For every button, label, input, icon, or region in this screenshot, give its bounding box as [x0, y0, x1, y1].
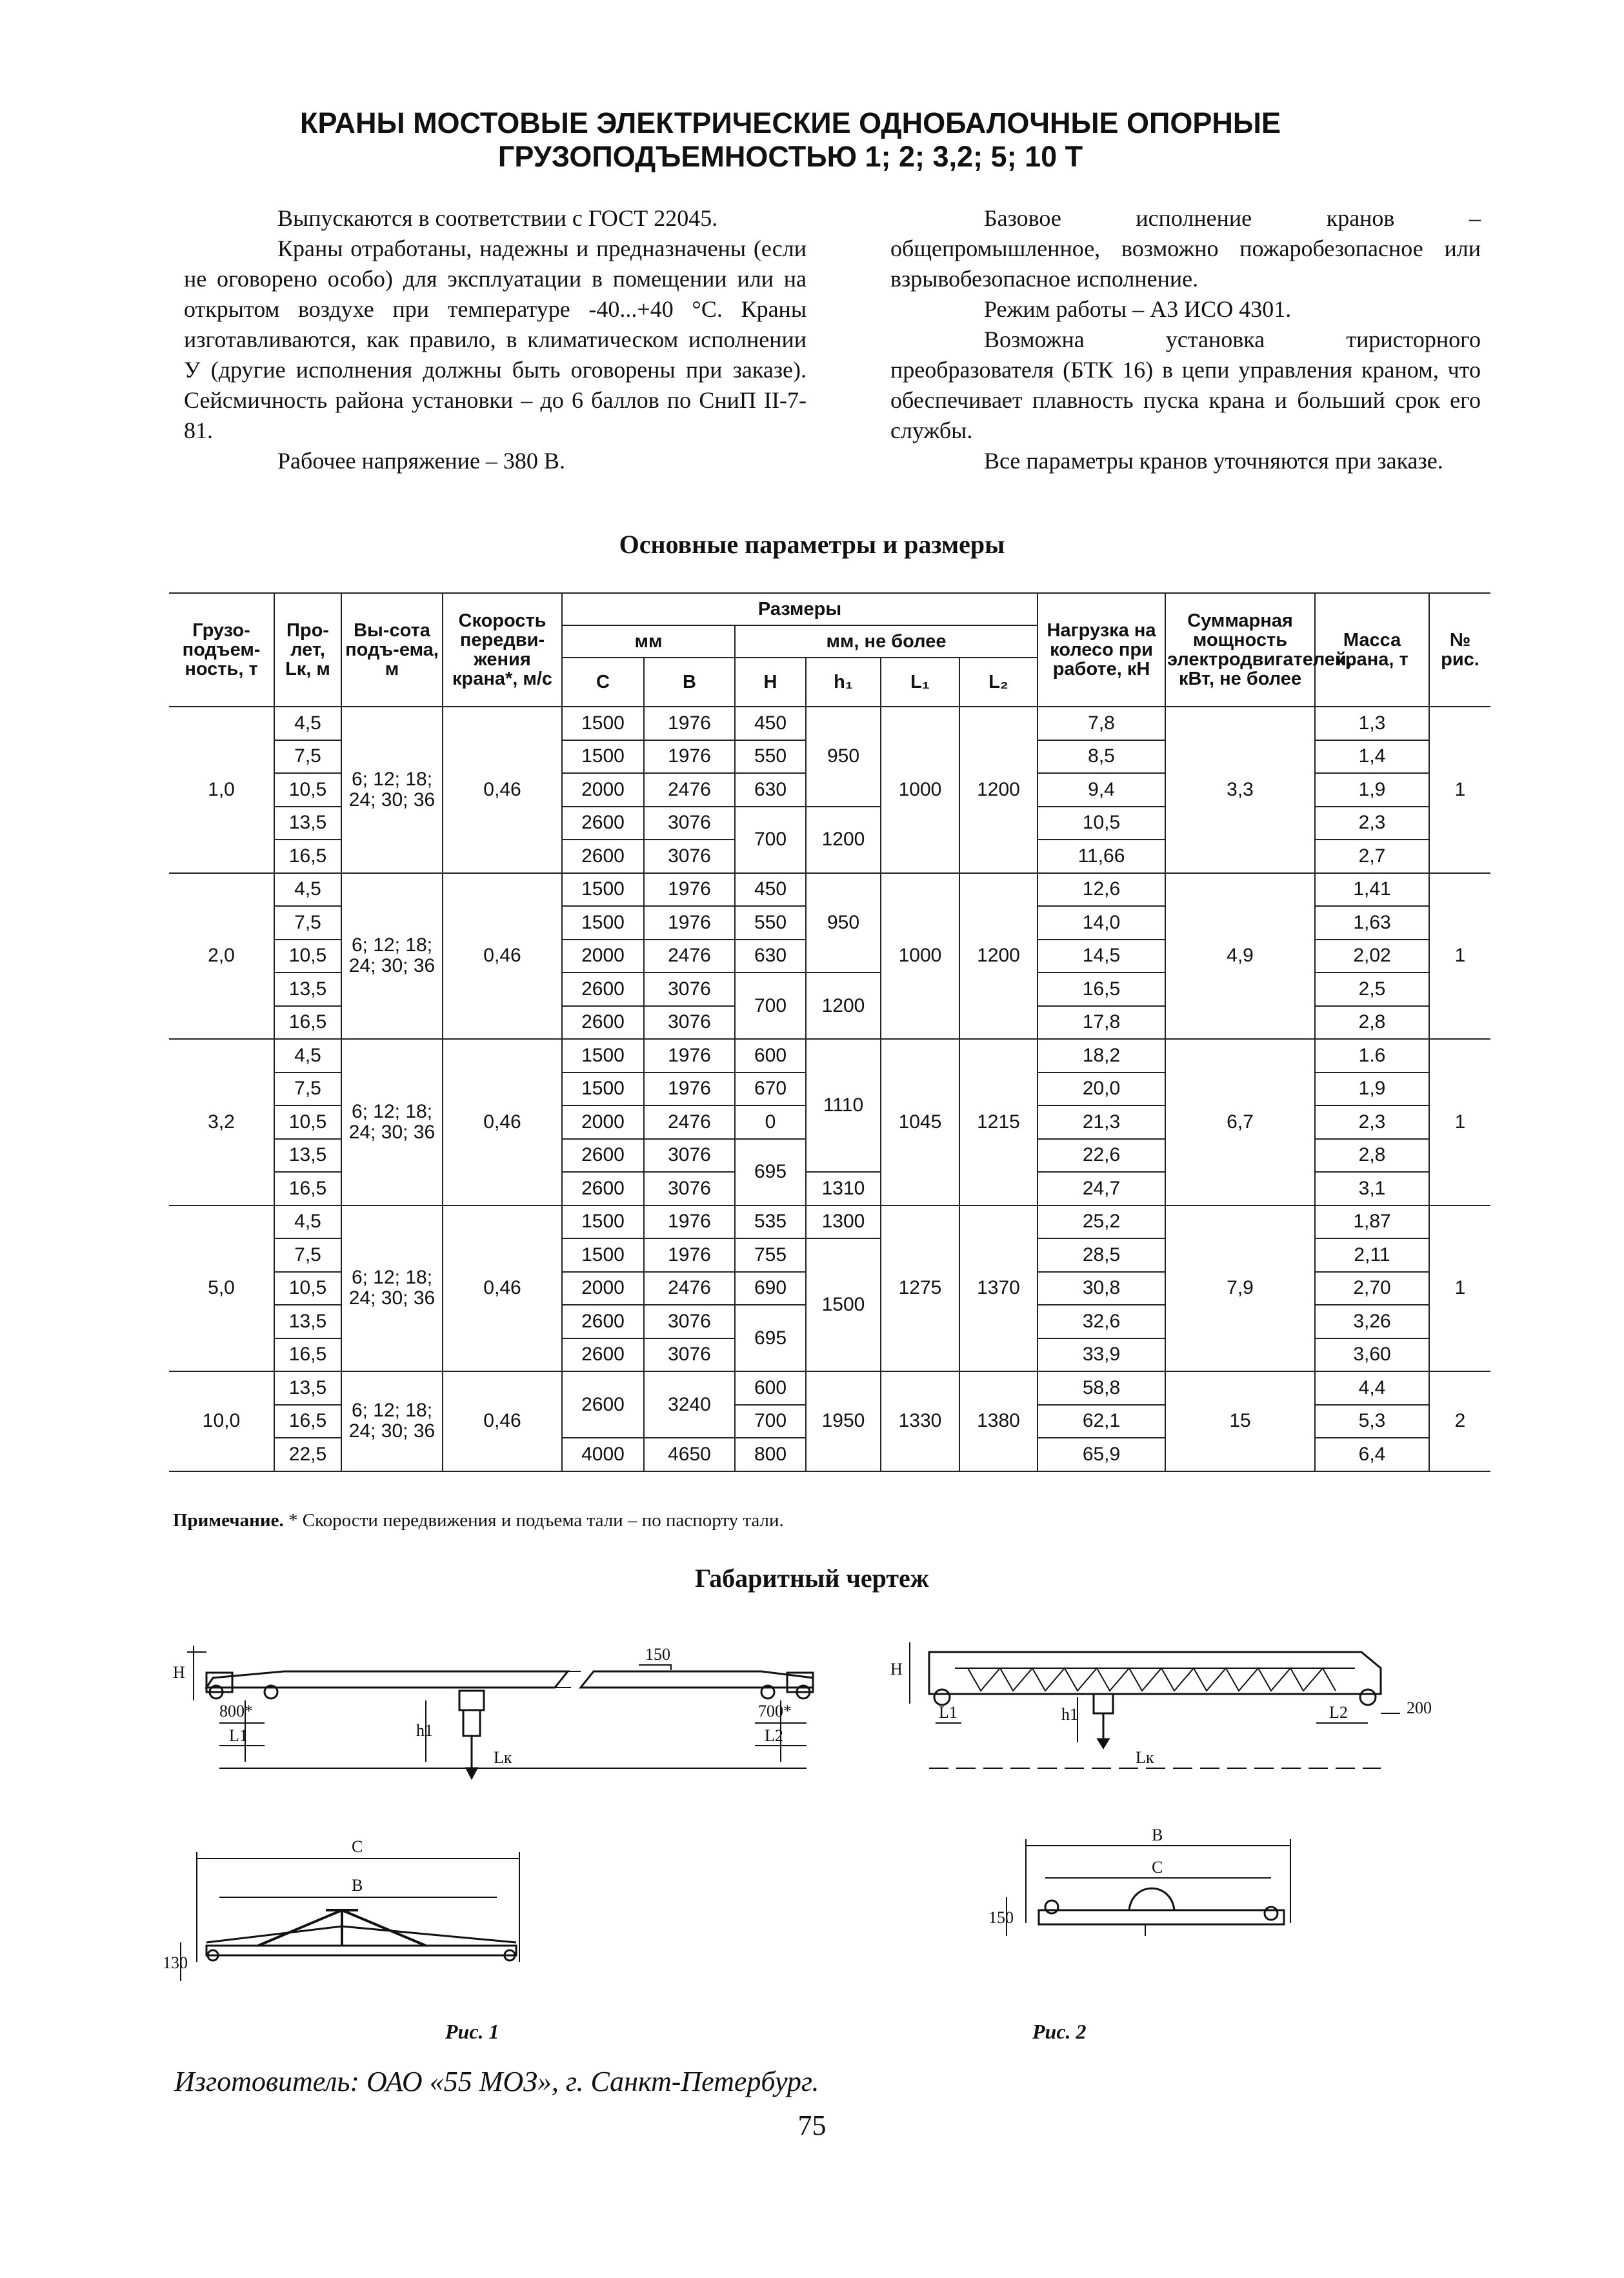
span-cell: 4,5	[274, 707, 341, 740]
l2-cell: 1200	[959, 873, 1038, 1040]
b-cell: 1976	[644, 1238, 735, 1272]
mass-cell: 4,4	[1315, 1371, 1429, 1405]
span-cell: 4,5	[274, 1205, 341, 1239]
l1-cell: 1000	[881, 707, 959, 873]
figure-cell: 1	[1429, 1205, 1490, 1372]
c-cell: 2600	[562, 1305, 644, 1338]
c-cell: 1500	[562, 873, 644, 907]
note-text: * Скорости передвижения и подъема тали – по паспорту тали.	[288, 1510, 784, 1531]
span-cell: 7,5	[274, 740, 341, 774]
power-cell: 6,7	[1165, 1039, 1315, 1205]
fig1-c-label: С	[352, 1837, 363, 1856]
load-cell: 14,0	[1038, 906, 1165, 940]
b-cell: 1976	[644, 740, 735, 774]
h1-cell: 1200	[806, 807, 881, 873]
table-note	[173, 1510, 784, 1531]
capacity-cell: 2,0	[169, 873, 274, 1040]
power-cell: 3,3	[1165, 707, 1315, 873]
speed-cell: 0,46	[443, 1371, 562, 1471]
parameters-table	[169, 592, 1490, 1472]
fig2-l1-label: L1	[939, 1703, 957, 1722]
h-cell: 690	[735, 1272, 806, 1305]
c-cell: 1500	[562, 1238, 644, 1272]
mass-cell: 2,8	[1315, 1139, 1429, 1173]
header-mass: Масса крана, т	[1315, 593, 1429, 707]
b-cell: 1976	[644, 1205, 735, 1239]
load-cell: 17,8	[1038, 1006, 1165, 1040]
header-power: Суммарная мощность электродвигателей, кВт, не более	[1165, 593, 1315, 707]
power-cell: 15	[1165, 1371, 1315, 1471]
h1-cell: 1310	[806, 1172, 881, 1205]
h-cell: 700	[735, 973, 806, 1039]
load-cell: 21,3	[1038, 1105, 1165, 1139]
b-cell: 3240	[644, 1371, 735, 1438]
span-cell: 16,5	[274, 840, 341, 873]
power-cell: 7,9	[1165, 1205, 1315, 1372]
height-cell: 6; 12; 18; 24; 30; 36	[341, 1205, 443, 1372]
h-cell: 630	[735, 940, 806, 973]
load-cell: 58,8	[1038, 1371, 1165, 1405]
load-cell: 28,5	[1038, 1238, 1165, 1272]
load-cell: 24,7	[1038, 1172, 1165, 1205]
drawing-title: Габаритный чертеж	[695, 1564, 929, 1593]
l1-cell: 1000	[881, 873, 959, 1040]
speed-cell: 0,46	[443, 873, 562, 1040]
mass-cell: 1,41	[1315, 873, 1429, 907]
b-cell: 2476	[644, 1105, 735, 1139]
fig1-130-label: 130	[163, 1953, 188, 1972]
intro-paragraph: Выпускаются в соответствии с ГОСТ 22045.	[277, 205, 718, 231]
intro-paragraph: Краны отработаны, надежны и предназначены (если не оговорено особо) для эксплуатации в помещении или на открытом воздухе при температуре -40...+40 °С. Краны изготавливаются, как правило, в климатическом исполнении У (другие исполнения должны быть оговорены при заказе). Сейсмичность района установки – до 6 баллов по СниП II-7-81.	[184, 236, 807, 443]
h-cell: 630	[735, 773, 806, 807]
speed-cell: 0,46	[443, 1205, 562, 1372]
intro-paragraph: Все параметры кранов уточняются при заказе.	[984, 448, 1443, 474]
c-cell: 1500	[562, 906, 644, 940]
capacity-cell: 10,0	[169, 1371, 274, 1471]
mass-cell: 2,11	[1315, 1238, 1429, 1272]
h-cell: 700	[735, 807, 806, 873]
load-cell: 33,9	[1038, 1338, 1165, 1372]
b-cell: 3076	[644, 840, 735, 873]
mass-cell: 1,4	[1315, 740, 1429, 774]
mass-cell: 1.6	[1315, 1039, 1429, 1073]
c-cell: 1500	[562, 707, 644, 740]
load-cell: 11,66	[1038, 840, 1165, 873]
mass-cell: 2,3	[1315, 1105, 1429, 1139]
fig2-h1-label: h1	[1061, 1705, 1078, 1724]
height-cell: 6; 12; 18; 24; 30; 36	[341, 1371, 443, 1471]
c-cell: 1500	[562, 1039, 644, 1073]
fig1-l2-label: L2	[765, 1726, 783, 1745]
fig1-h-label: Н	[173, 1663, 185, 1682]
c-cell: 2600	[562, 1006, 644, 1040]
mass-cell: 1,9	[1315, 1073, 1429, 1106]
fig2-b-label: В	[1152, 1826, 1163, 1844]
fig1-b-label: В	[352, 1876, 363, 1895]
load-cell: 9,4	[1038, 773, 1165, 807]
power-cell: 4,9	[1165, 873, 1315, 1040]
page-title	[161, 106, 1419, 174]
height-cell: 6; 12; 18; 24; 30; 36	[341, 1039, 443, 1205]
fig1-h1-label: h1	[416, 1721, 433, 1740]
intro-right-column	[890, 203, 1481, 476]
mass-cell: 6,4	[1315, 1438, 1429, 1471]
fig1-150-label: 150	[645, 1645, 670, 1664]
b-cell: 4650	[644, 1438, 735, 1471]
c-cell: 1500	[562, 740, 644, 774]
load-cell: 62,1	[1038, 1405, 1165, 1438]
h-cell: 800	[735, 1438, 806, 1471]
load-cell: 25,2	[1038, 1205, 1165, 1239]
header-mm: мм	[562, 625, 735, 658]
span-cell: 10,5	[274, 940, 341, 973]
fig1-end-view-drawing	[163, 1833, 555, 2007]
h-cell: 600	[735, 1371, 806, 1405]
mass-cell: 3,60	[1315, 1338, 1429, 1372]
speed-cell: 0,46	[443, 1039, 562, 1205]
fig2-l2-label: L2	[1329, 1703, 1348, 1722]
c-cell: 2600	[562, 1338, 644, 1372]
mass-cell: 1,63	[1315, 906, 1429, 940]
span-cell: 4,5	[274, 873, 341, 907]
header-h1: h₁	[806, 658, 881, 707]
l1-cell: 1045	[881, 1039, 959, 1205]
span-cell: 4,5	[274, 1039, 341, 1073]
b-cell: 3076	[644, 1139, 735, 1173]
header-speed: Скорость передви-жения крана*, м/с	[443, 593, 562, 707]
header-mm-max: мм, не более	[735, 625, 1038, 658]
fig1-l1-label: L1	[229, 1726, 248, 1745]
mass-cell: 1,9	[1315, 773, 1429, 807]
h-cell: 450	[735, 707, 806, 740]
mass-cell: 5,3	[1315, 1405, 1429, 1438]
header-figure: № рис.	[1429, 593, 1490, 707]
c-cell: 2600	[562, 840, 644, 873]
span-cell: 16,5	[274, 1172, 341, 1205]
fig2-c-label: С	[1152, 1858, 1163, 1877]
page-number: 75	[797, 2110, 827, 2141]
c-cell: 2000	[562, 773, 644, 807]
h-cell: 600	[735, 1039, 806, 1073]
span-cell: 16,5	[274, 1006, 341, 1040]
b-cell: 1976	[644, 1073, 735, 1106]
l1-cell: 1275	[881, 1205, 959, 1372]
span-cell: 10,5	[274, 1105, 341, 1139]
figure-cell: 1	[1429, 873, 1490, 1040]
load-cell: 16,5	[1038, 973, 1165, 1006]
span-cell: 7,5	[274, 906, 341, 940]
span-cell: 10,5	[274, 773, 341, 807]
height-cell: 6; 12; 18; 24; 30; 36	[341, 873, 443, 1040]
table-row	[169, 873, 1490, 907]
l1-cell: 1330	[881, 1371, 959, 1471]
b-cell: 1976	[644, 873, 735, 907]
header-c: С	[562, 658, 644, 707]
mass-cell: 2,7	[1315, 840, 1429, 873]
mass-cell: 2,70	[1315, 1272, 1429, 1305]
figure-cell: 1	[1429, 707, 1490, 873]
load-cell: 12,6	[1038, 873, 1165, 907]
fig1-lk-label: Lк	[494, 1748, 512, 1767]
mass-cell: 2,3	[1315, 807, 1429, 840]
span-cell: 16,5	[274, 1338, 341, 1372]
mass-cell: 2,02	[1315, 940, 1429, 973]
h1-cell: 1950	[806, 1371, 881, 1471]
c-cell: 2000	[562, 940, 644, 973]
fig2-end-view-drawing	[988, 1826, 1355, 1968]
intro-paragraph: Возможна установка тиристорного преобразователя (БТК 16) в цепи управления краном, что обеспечивает плавность пуска крана и больший срок его службы.	[890, 327, 1481, 443]
b-cell: 3076	[644, 1338, 735, 1372]
height-cell: 6; 12; 18; 24; 30; 36	[341, 707, 443, 873]
figure-cell: 2	[1429, 1371, 1490, 1471]
header-dimensions: Размеры	[562, 593, 1038, 625]
c-cell: 4000	[562, 1438, 644, 1471]
intro-paragraph: Режим работы – А3 ИСО 4301.	[984, 296, 1292, 322]
span-cell: 16,5	[274, 1405, 341, 1438]
h-cell: 535	[735, 1205, 806, 1239]
title-line-2: ГРУЗОПОДЪЕМНОСТЬЮ 1; 2; 3,2; 5; 10 Т	[497, 140, 1083, 173]
load-cell: 20,0	[1038, 1073, 1165, 1106]
intro-paragraph: Рабочее напряжение – 380 В.	[277, 448, 565, 474]
mass-cell: 1,87	[1315, 1205, 1429, 1239]
c-cell: 1500	[562, 1073, 644, 1106]
h-cell: 550	[735, 740, 806, 774]
fig1-side-view-drawing	[168, 1639, 877, 1820]
mass-cell: 3,1	[1315, 1172, 1429, 1205]
c-cell: 2000	[562, 1105, 644, 1139]
mass-cell: 2,5	[1315, 973, 1429, 1006]
fig1-800-label: 800*	[219, 1702, 253, 1720]
header-capacity: Грузо-подъем-ность, т	[169, 593, 274, 707]
fig2-side-view-drawing	[890, 1633, 1471, 1794]
h1-cell: 1110	[806, 1039, 881, 1172]
h-cell: 700	[735, 1405, 806, 1438]
span-cell: 13,5	[274, 1139, 341, 1173]
load-cell: 32,6	[1038, 1305, 1165, 1338]
c-cell: 2600	[562, 973, 644, 1006]
manufacturer: Изготовитель: ОАО «55 МОЗ», г. Санкт-Петербург.	[174, 2066, 819, 2097]
span-cell: 13,5	[274, 1371, 341, 1405]
intro-left-column	[184, 203, 807, 476]
c-cell: 2600	[562, 1139, 644, 1173]
h1-cell: 1500	[806, 1238, 881, 1371]
h-cell: 695	[735, 1139, 806, 1205]
mass-cell: 3,26	[1315, 1305, 1429, 1338]
b-cell: 3076	[644, 807, 735, 840]
fig1-700-label: 700*	[758, 1702, 792, 1720]
header-lift-height: Вы-сота подъ-ема, м	[341, 593, 443, 707]
load-cell: 65,9	[1038, 1438, 1165, 1471]
h-cell: 670	[735, 1073, 806, 1106]
capacity-cell: 1,0	[169, 707, 274, 873]
title-line-1: КРАНЫ МОСТОВЫЕ ЭЛЕКТРИЧЕСКИЕ ОДНОБАЛОЧНЫЕ ОПОРНЫЕ	[299, 106, 1281, 139]
load-cell: 30,8	[1038, 1272, 1165, 1305]
b-cell: 2476	[644, 773, 735, 807]
intro-paragraph: Базовое исполнение кранов – общепромышленное, возможно пожаробезопасное или взрывобезопасное исполнение.	[890, 205, 1481, 292]
h-cell: 550	[735, 906, 806, 940]
b-cell: 1976	[644, 906, 735, 940]
b-cell: 3076	[644, 1006, 735, 1040]
header-wheel-load: Нагрузка на колесо при работе, кН	[1038, 593, 1165, 707]
b-cell: 2476	[644, 940, 735, 973]
l2-cell: 1370	[959, 1205, 1038, 1372]
header-l2: L₂	[959, 658, 1038, 707]
l2-cell: 1200	[959, 707, 1038, 873]
b-cell: 3076	[644, 1305, 735, 1338]
c-cell: 2000	[562, 1272, 644, 1305]
fig2-150-label: 150	[988, 1908, 1014, 1927]
header-span: Про-лет, Lк, м	[274, 593, 341, 707]
capacity-cell: 5,0	[169, 1205, 274, 1372]
load-cell: 14,5	[1038, 940, 1165, 973]
load-cell: 22,6	[1038, 1139, 1165, 1173]
b-cell: 1976	[644, 707, 735, 740]
b-cell: 3076	[644, 1172, 735, 1205]
mass-cell: 2,8	[1315, 1006, 1429, 1040]
h1-cell: 950	[806, 707, 881, 807]
capacity-cell: 3,2	[169, 1039, 274, 1205]
h-cell: 695	[735, 1305, 806, 1371]
c-cell: 2600	[562, 1371, 644, 1438]
h1-cell: 1200	[806, 973, 881, 1039]
table-row	[169, 707, 1490, 740]
h1-cell: 950	[806, 873, 881, 973]
load-cell: 18,2	[1038, 1039, 1165, 1073]
header-h: Н	[735, 658, 806, 707]
c-cell: 2600	[562, 807, 644, 840]
table-row	[169, 1371, 1490, 1405]
c-cell: 1500	[562, 1205, 644, 1239]
load-cell: 7,8	[1038, 707, 1165, 740]
fig2-lk-label: Lк	[1136, 1748, 1154, 1767]
span-cell: 7,5	[274, 1238, 341, 1272]
table-row	[169, 1039, 1490, 1073]
table-row	[169, 1205, 1490, 1239]
load-cell: 10,5	[1038, 807, 1165, 840]
figure-cell: 1	[1429, 1039, 1490, 1205]
span-cell: 13,5	[274, 807, 341, 840]
l2-cell: 1215	[959, 1039, 1038, 1205]
l2-cell: 1380	[959, 1371, 1038, 1471]
speed-cell: 0,46	[443, 707, 562, 873]
fig1-caption: Рис. 1	[445, 2020, 499, 2043]
span-cell: 13,5	[274, 973, 341, 1006]
c-cell: 2600	[562, 1172, 644, 1205]
b-cell: 2476	[644, 1272, 735, 1305]
h1-cell: 1300	[806, 1205, 881, 1239]
fig2-caption: Рис. 2	[1032, 2020, 1087, 2043]
span-cell: 22,5	[274, 1438, 341, 1471]
span-cell: 10,5	[274, 1272, 341, 1305]
fig2-200-label: 200	[1407, 1698, 1432, 1717]
header-b: В	[644, 658, 735, 707]
h-cell: 450	[735, 873, 806, 907]
load-cell: 8,5	[1038, 740, 1165, 774]
header-l1: L₁	[881, 658, 959, 707]
fig2-h-label: Н	[890, 1660, 903, 1678]
b-cell: 1976	[644, 1039, 735, 1073]
span-cell: 13,5	[274, 1305, 341, 1338]
note-label: Примечание.	[173, 1510, 284, 1531]
mass-cell: 1,3	[1315, 707, 1429, 740]
span-cell: 7,5	[274, 1073, 341, 1106]
table-title: Основные параметры и размеры	[619, 530, 1005, 559]
b-cell: 3076	[644, 973, 735, 1006]
h-cell: 755	[735, 1238, 806, 1272]
h-cell: 0	[735, 1105, 806, 1139]
